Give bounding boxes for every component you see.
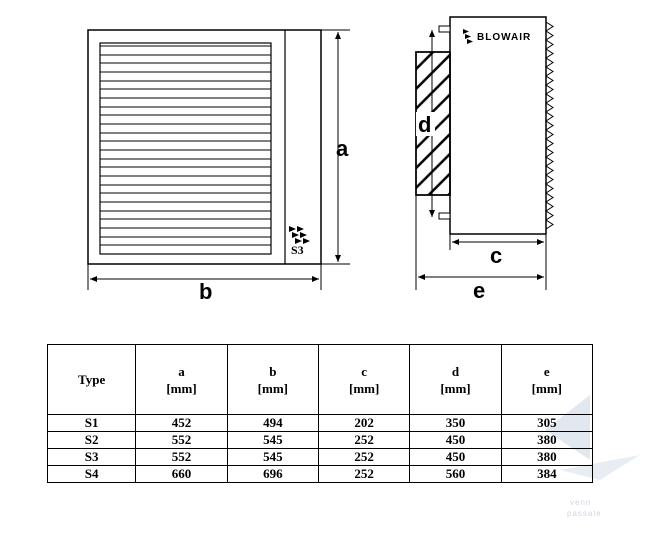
table-row — [48, 415, 593, 432]
header-e — [501, 345, 592, 415]
louver-blade — [100, 72, 271, 81]
dim-c-label: c — [490, 243, 503, 268]
header-d — [410, 345, 501, 415]
model-logo-icon — [289, 226, 310, 244]
cell-type: S3 — [48, 449, 136, 466]
cell-d: 350 — [410, 415, 501, 432]
header-type — [48, 345, 136, 415]
header-c — [318, 345, 409, 415]
louver-blade — [100, 202, 271, 211]
header-unit: [mm] — [348, 380, 380, 396]
cell-type: S2 — [48, 432, 136, 449]
dim-a-label: a — [336, 136, 349, 161]
brand-logo-icon — [463, 29, 473, 44]
louver-frame — [100, 43, 271, 254]
watermark-line1: venn — [570, 498, 592, 507]
side-housing — [450, 17, 546, 234]
cell-b: 545 — [227, 432, 318, 449]
watermark-line2: passale — [567, 509, 602, 518]
table-row — [48, 466, 593, 483]
cell-type: S1 — [48, 415, 136, 432]
cell-c: 252 — [318, 432, 409, 449]
cell-c: 252 — [318, 449, 409, 466]
cell-d: 450 — [410, 432, 501, 449]
header-unit: [mm] — [440, 380, 471, 396]
header-unit: [mm] — [257, 380, 288, 396]
cell-a: 552 — [136, 449, 227, 466]
header-unit: [mm] — [531, 380, 562, 396]
dim-b-label: b — [199, 279, 213, 304]
dimensions-table — [47, 344, 593, 483]
cell-e: 380 — [501, 432, 592, 449]
dim-d-label: d — [418, 112, 432, 137]
front-model-label: S3 — [291, 243, 304, 257]
cell-e: 305 — [501, 415, 592, 432]
louver-blade — [100, 150, 271, 159]
cell-e: 380 — [501, 449, 592, 466]
bracket-top — [439, 26, 450, 32]
louver-blade — [100, 124, 271, 133]
cell-e: 384 — [501, 466, 592, 483]
side-view — [416, 17, 553, 303]
table-row — [48, 449, 593, 466]
header-label: Type — [78, 372, 106, 387]
fin-zigzag — [546, 22, 553, 229]
cell-type: S4 — [48, 466, 136, 483]
table-row — [48, 432, 593, 449]
cell-d: 560 — [410, 466, 501, 483]
cell-c: 202 — [318, 415, 409, 432]
dim-e-label: e — [473, 278, 486, 303]
louver-blade — [100, 176, 271, 185]
header-b — [227, 345, 318, 415]
brand-name: BLOWAIR — [477, 32, 532, 43]
heat-exchanger-fins — [546, 22, 553, 229]
header-label: a — [178, 363, 185, 379]
header-label: c — [361, 363, 368, 379]
cell-b: 494 — [227, 415, 318, 432]
cell-d: 450 — [410, 449, 501, 466]
louver-blade — [100, 46, 271, 55]
louver-blade — [100, 228, 271, 237]
header-a — [136, 345, 227, 415]
front-housing — [88, 30, 321, 264]
front-view — [88, 30, 350, 304]
cell-c: 252 — [318, 466, 409, 483]
cell-a: 452 — [136, 415, 227, 432]
cell-a: 552 — [136, 432, 227, 449]
header-label: d — [451, 363, 460, 379]
cell-b: 545 — [227, 449, 318, 466]
bracket-bottom — [439, 213, 450, 219]
louver-blades — [100, 46, 271, 245]
cell-a: 660 — [136, 466, 227, 483]
header-unit: [mm] — [166, 380, 197, 396]
table-header-row — [48, 345, 593, 415]
header-label: b — [269, 363, 277, 379]
header-label: e — [543, 363, 550, 379]
louver-blade — [100, 98, 271, 107]
cell-b: 696 — [227, 466, 318, 483]
